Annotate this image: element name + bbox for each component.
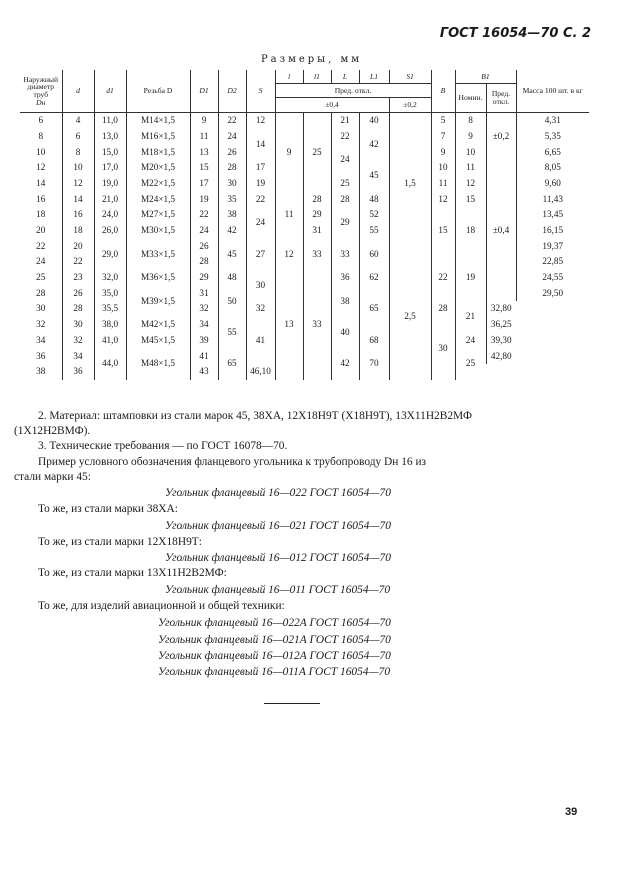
cell: 24	[190, 223, 218, 239]
cell: 11	[190, 129, 218, 145]
cell: 36	[331, 270, 359, 286]
cell: 68	[359, 333, 389, 349]
same-note-4: То же, для изделий авиационной и общей техники:	[38, 600, 285, 612]
cell: 19	[190, 191, 218, 207]
cell: 8	[62, 144, 94, 160]
cell: 10	[62, 160, 94, 176]
cell: M24×1,5	[126, 191, 190, 207]
cell: 18	[36, 209, 46, 220]
cell: 33	[303, 239, 331, 270]
hdr-d1: d1	[94, 70, 126, 113]
cell: 5,35	[516, 129, 589, 145]
same-note-1: То же, из стали марки 38ХА:	[38, 503, 178, 515]
cell: 23	[62, 270, 94, 286]
cell: 30	[431, 317, 455, 380]
cell: 21,0	[94, 191, 126, 207]
designation-example-2: Угольник фланцевый 16—021 ГОСТ 16054—70	[165, 520, 391, 532]
cell: 6,65	[516, 144, 589, 160]
cell: 32,0	[94, 270, 126, 286]
cell: 43	[190, 364, 218, 380]
cell: 29	[190, 270, 218, 286]
same-note-2: То же, из стали марки 12Х18Н9Т:	[38, 536, 202, 548]
cell: 39,30	[486, 333, 516, 349]
hdr-outer-diam: Наружный диаметр труб Dн	[20, 70, 62, 113]
cell: 32	[62, 333, 94, 349]
cell: 48	[218, 270, 246, 286]
cell: 35,5	[94, 301, 126, 317]
cell: 30	[218, 176, 246, 192]
designation-example-8: Угольник фланцевый 16—011А ГОСТ 16054—70	[158, 666, 391, 678]
hdr-D2: D2	[218, 70, 246, 113]
cell: 28	[62, 301, 94, 317]
cell: 20	[36, 225, 46, 236]
cell: 16	[36, 193, 46, 204]
cell: M16×1,5	[126, 129, 190, 145]
cell: 17,0	[94, 160, 126, 176]
cell: 31	[303, 223, 331, 239]
cell: 28	[36, 287, 46, 298]
cell: 65	[359, 286, 389, 333]
cell: 11,0	[94, 113, 126, 129]
cell: 10	[36, 146, 46, 157]
designation-example-7: Угольник фланцевый 16—012А ГОСТ 16054—70	[158, 650, 391, 662]
cell: 1,5	[389, 113, 431, 255]
cell: 28	[431, 301, 455, 317]
cell: 14	[36, 177, 46, 188]
cell: 15	[190, 160, 218, 176]
end-rule	[264, 703, 320, 704]
cell: 36	[36, 350, 46, 361]
cell: 4	[62, 113, 94, 129]
cell: 9	[190, 113, 218, 129]
table-body	[20, 113, 589, 380]
hdr-thread: Резьба D	[126, 70, 190, 113]
hdr-tol-04: ±0,4	[275, 98, 389, 113]
cell: 19	[455, 254, 486, 301]
cell: 34	[36, 334, 46, 345]
hdr-l1: l1	[303, 70, 331, 84]
document-header: ГОСТ 16054—70 С. 2	[439, 26, 591, 41]
dimensions-caption: Размеры, мм	[260, 54, 363, 65]
cell: 13,0	[94, 129, 126, 145]
cell: 25	[303, 113, 331, 192]
cell: 2,5	[389, 254, 431, 380]
cell: 29,0	[94, 239, 126, 270]
cell: M30×1,5	[126, 223, 190, 239]
cell: 41	[190, 348, 218, 364]
cell: 38	[331, 286, 359, 317]
cell: M27×1,5	[126, 207, 190, 223]
cell: 26	[190, 239, 218, 255]
cell: 19,0	[94, 176, 126, 192]
cell: 35,0	[94, 286, 126, 302]
cell: 22	[36, 240, 46, 251]
cell: 7	[431, 129, 455, 145]
cell: 12	[36, 162, 46, 173]
hdr-S1: S1	[389, 70, 431, 84]
cell: 22	[62, 254, 94, 270]
cell: 22,85	[516, 254, 589, 270]
cell: 28	[218, 160, 246, 176]
cell: 8	[38, 130, 44, 141]
cell: 52	[359, 207, 389, 223]
cell: 5	[431, 113, 455, 129]
hdr-L: L	[331, 70, 359, 84]
cell: 29,50	[516, 286, 589, 302]
cell: M42×1,5	[126, 317, 190, 333]
cell: 18	[62, 223, 94, 239]
cell: 29	[331, 207, 359, 238]
cell: 45	[359, 160, 389, 191]
cell: 21	[331, 113, 359, 129]
cell: 46,10	[246, 364, 275, 380]
cell: M33×1,5	[126, 239, 190, 270]
cell: 24,55	[516, 270, 589, 286]
cell: 19,37	[516, 239, 589, 255]
hdr-B: B	[431, 70, 455, 113]
cell: 22	[218, 113, 246, 129]
cell: 13	[275, 270, 303, 380]
cell: 9,60	[516, 176, 589, 192]
hdr-D1: D1	[190, 70, 218, 113]
cell: 15	[431, 207, 455, 254]
cell: 24	[246, 207, 275, 238]
cell: 28	[190, 254, 218, 270]
cell: 60	[359, 239, 389, 270]
cell: 42	[331, 348, 359, 379]
cell: ±0,2	[486, 113, 516, 161]
cell: 70	[359, 348, 389, 379]
hdr-pred-otkl: Пред. откл.	[275, 84, 431, 98]
note-2-line1: 2. Материал: штамповки из стали марок 45, 38ХА, 12Х18Н9Т (Х18Н9Т), 13Х11Н2В2МФ	[38, 410, 473, 422]
cell: 16,15	[516, 223, 589, 239]
same-note-3: То же, из стали марки 13Х11Н2В2МФ:	[38, 567, 227, 579]
cell: 12	[431, 191, 455, 207]
example-intro-line1: Пример условного обозначения фланцевого угольника к трубопроводу Dн 16 из	[38, 456, 427, 468]
cell: 42	[218, 223, 246, 239]
cell: 22	[431, 254, 455, 301]
cell: 42	[359, 129, 389, 160]
hdr-nom: Номин.	[455, 84, 486, 113]
cell: 12	[455, 176, 486, 192]
cell: 24,0	[94, 207, 126, 223]
cell: 21	[455, 301, 486, 332]
cell: 17	[246, 160, 275, 176]
hdr-d: d	[62, 70, 94, 113]
cell: 11	[275, 191, 303, 238]
hdr-l: l	[275, 70, 303, 84]
cell: 40	[331, 317, 359, 348]
dimensions-table-wrap	[20, 70, 589, 380]
note-2-line2: (1Х12Н2ВМФ).	[14, 425, 91, 437]
cell: 24	[331, 144, 359, 175]
cell: 6	[38, 115, 44, 126]
cell: M14×1,5	[126, 113, 190, 129]
cell: M48×1,5	[126, 348, 190, 379]
designation-example-1: Угольник фланцевый 16—022 ГОСТ 16054—70	[165, 487, 391, 499]
cell: 30	[246, 270, 275, 301]
cell: 42,80	[486, 348, 516, 364]
hdr-mass: Масса 100 шт. в кг	[516, 70, 589, 113]
page-number: 39	[565, 806, 578, 818]
cell: 26	[218, 144, 246, 160]
dimensions-table	[20, 70, 589, 380]
designation-example-4: Угольник фланцевый 16—011 ГОСТ 16054—70	[165, 584, 391, 596]
hdr-S: S	[246, 70, 275, 113]
cell: 24	[218, 129, 246, 145]
cell: 13,45	[516, 207, 589, 223]
cell: 26,0	[94, 223, 126, 239]
cell: 45	[218, 239, 246, 270]
cell: 12	[62, 176, 94, 192]
cell: 25	[331, 176, 359, 192]
cell: 9	[275, 113, 303, 192]
cell: 25	[455, 348, 486, 379]
cell: 8	[455, 113, 486, 129]
cell: 6	[62, 129, 94, 145]
cell: 10	[431, 160, 455, 176]
cell: 13	[190, 144, 218, 160]
cell: 10	[455, 144, 486, 160]
cell: 18	[455, 207, 486, 254]
cell: 36	[62, 364, 94, 380]
cell: 12	[246, 113, 275, 129]
cell: 24	[36, 256, 46, 267]
cell: 62	[359, 270, 389, 286]
cell: 35	[218, 191, 246, 207]
cell: 27	[246, 239, 275, 270]
cell: 17	[190, 176, 218, 192]
cell: 38,0	[94, 317, 126, 333]
cell: 15	[455, 191, 486, 207]
cell: 30	[62, 317, 94, 333]
cell: 11	[431, 176, 455, 192]
cell: 36,25	[486, 317, 516, 333]
hdr-B1: B1	[455, 70, 516, 84]
cell: M20×1,5	[126, 160, 190, 176]
cell: 39	[190, 333, 218, 349]
cell: M18×1,5	[126, 144, 190, 160]
cell: 9	[431, 144, 455, 160]
cell: 40	[359, 113, 389, 129]
cell: 22	[331, 129, 359, 145]
cell: 20	[62, 239, 94, 255]
cell: 22	[246, 191, 275, 207]
cell: 4,31	[516, 113, 589, 129]
cell: 16	[62, 207, 94, 223]
cell: 38	[218, 207, 246, 223]
designation-example-6: Угольник фланцевый 16—021А ГОСТ 16054—70	[158, 634, 391, 646]
hdr-L1: L1	[359, 70, 389, 84]
note-3: 3. Технические требования — по ГОСТ 16078—70.	[38, 440, 288, 452]
cell: 55	[218, 317, 246, 348]
cell: 50	[218, 286, 246, 317]
cell: 33	[331, 239, 359, 270]
designation-example-3: Угольник фланцевый 16—012 ГОСТ 16054—70	[165, 552, 391, 564]
cell: 33	[303, 270, 331, 380]
cell: 29	[303, 207, 331, 223]
cell: 26	[62, 286, 94, 302]
cell: 14	[62, 191, 94, 207]
cell: M39×1,5	[126, 286, 190, 317]
cell: ±0,4	[486, 160, 516, 301]
cell: 31	[190, 286, 218, 302]
cell: 28	[331, 191, 359, 207]
cell: 11	[455, 160, 486, 176]
hdr-pred: Пред. откл.	[486, 84, 516, 113]
cell: 22	[190, 207, 218, 223]
cell: 38	[36, 366, 46, 377]
cell: 32	[246, 301, 275, 317]
cell: 19	[246, 176, 275, 192]
cell: 12	[275, 239, 303, 270]
cell: 8,05	[516, 160, 589, 176]
cell: M45×1,5	[126, 333, 190, 349]
cell: 44,0	[94, 348, 126, 379]
cell: 65	[218, 348, 246, 379]
cell: 41,0	[94, 333, 126, 349]
cell: 34	[190, 317, 218, 333]
cell: 32,80	[486, 301, 516, 317]
cell: 34	[62, 348, 94, 364]
cell: M22×1,5	[126, 176, 190, 192]
cell: 28	[303, 191, 331, 207]
cell: 41	[246, 317, 275, 364]
cell: 14	[246, 129, 275, 160]
cell: M36×1,5	[126, 270, 190, 286]
cell: 55	[359, 223, 389, 239]
cell: 32	[36, 319, 46, 330]
cell: 30	[36, 303, 46, 314]
cell: 11,43	[516, 191, 589, 207]
cell: 25	[36, 272, 46, 283]
cell: 9	[455, 129, 486, 145]
designation-example-5: Угольник фланцевый 16—022А ГОСТ 16054—70	[158, 617, 391, 629]
example-intro-line2: стали марки 45:	[14, 471, 91, 483]
cell: 48	[359, 191, 389, 207]
hdr-tol-02: ±0,2	[389, 98, 431, 113]
cell: 24	[455, 333, 486, 349]
cell: 32	[190, 301, 218, 317]
cell: 15,0	[94, 144, 126, 160]
